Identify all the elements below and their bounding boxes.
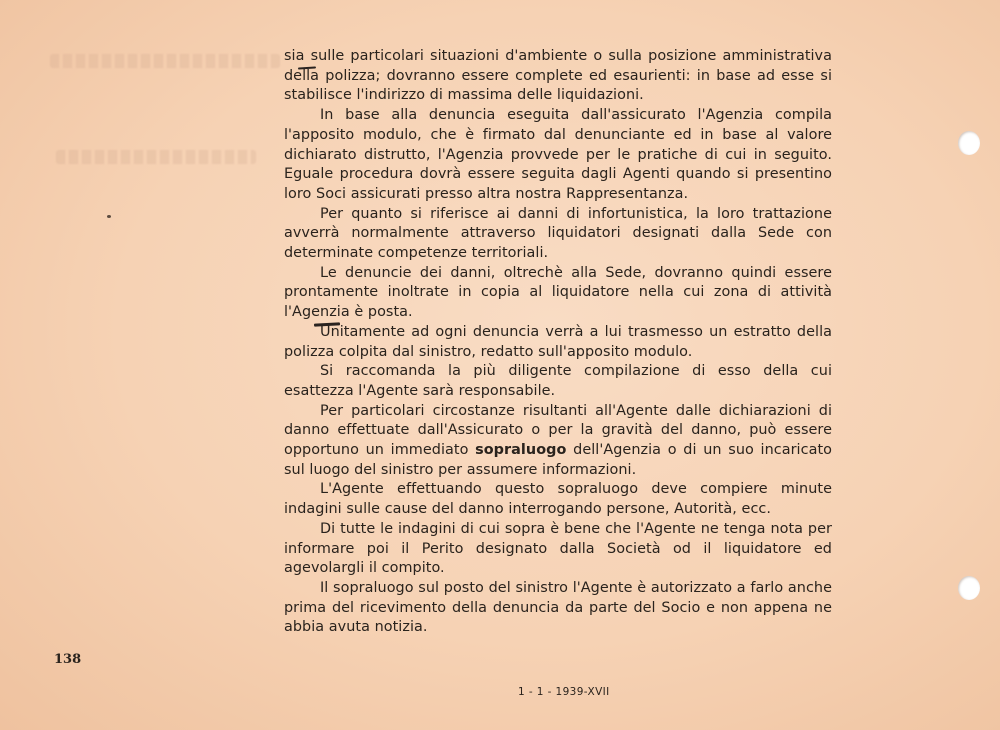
bleed-through-mark [50,54,280,68]
paragraph: Per quanto si riferisce ai danni di infortunistica, la loro trattazione avverrà normalmente attraverso liquidatori designati dalla Sede con determinate competenze territoriali. [284,205,832,262]
paragraph: Il sopraluogo sul posto del sinistro l'Agente è autorizzato a farlo anche prima del ricevimento della denuncia da parte del Socio e non appena ne abbia avuta notizia. [284,579,832,636]
paragraph: L'Agente effettuando questo sopraluogo deve compiere minute indagini sulle cause del danno interrogando persone, Autorità, ecc. [284,481,832,518]
paragraph: sia sulle particolari situazioni d'ambiente o sulla posizione amministrativa della polizza; dovranno essere complete ed esaurienti: in base ad esse si stabilisce l'indirizzo di massima delle liquidazioni. [284,48,832,104]
paragraph-text: dell'Agenzia o di un suo incaricato sul luogo del sinistro per assumere informazioni. [284,442,832,478]
footer-date: 1 - 1 - 1939-XVII [518,686,610,698]
punch-hole [958,131,980,155]
paragraph-text: Per particolari circostanze risultanti all'Agente dalle dichiarazioni di danno effettuate dall'Assicurato o per la gravità del danno, può essere opportuno un immediato [284,402,832,459]
paragraph [284,402,832,481]
bold-term: sopraluogo [475,442,567,459]
page-number: 138 [54,652,82,667]
bleed-through-mark [56,150,256,164]
paragraph: Unitamente ad ogni denuncia verrà a lui trasmesso un estratto della polizza colpita dal sinistro, redatto sull'apposito modulo. [284,323,832,360]
punch-hole [958,576,980,600]
paragraph: Le denuncie dei danni, oltrechè alla Sede, dovranno quindi essere prontamente inoltrate in copia al liquidatore nella cui zona di attività l'Agenzia è posta. [284,264,832,321]
paragraph: In base alla denuncia eseguita dall'assicurato l'Agenzia compila l'apposito modulo, che è firmato dal denunciante ed in base al valore dichiarato distrutto, l'Agenzia provvede per le pratiche di cui in seguito. Eguale procedura dovrà essere seguita dagli Agenti quando si presentino loro Soci assicurati presso altra nostra Rappresentanza. [284,107,832,202]
body-text [284,47,832,638]
ink-speck [107,215,111,218]
paragraph: Di tutte le indagini di cui sopra è bene che l'Agente ne tenga nota per informare poi il Perito designato dalla Società od il liquidatore ed agevolargli il compito. [284,520,832,577]
paragraph: Si raccomanda la più diligente compilazione di esso della cui esattezza l'Agente sarà responsabile. [284,363,832,399]
